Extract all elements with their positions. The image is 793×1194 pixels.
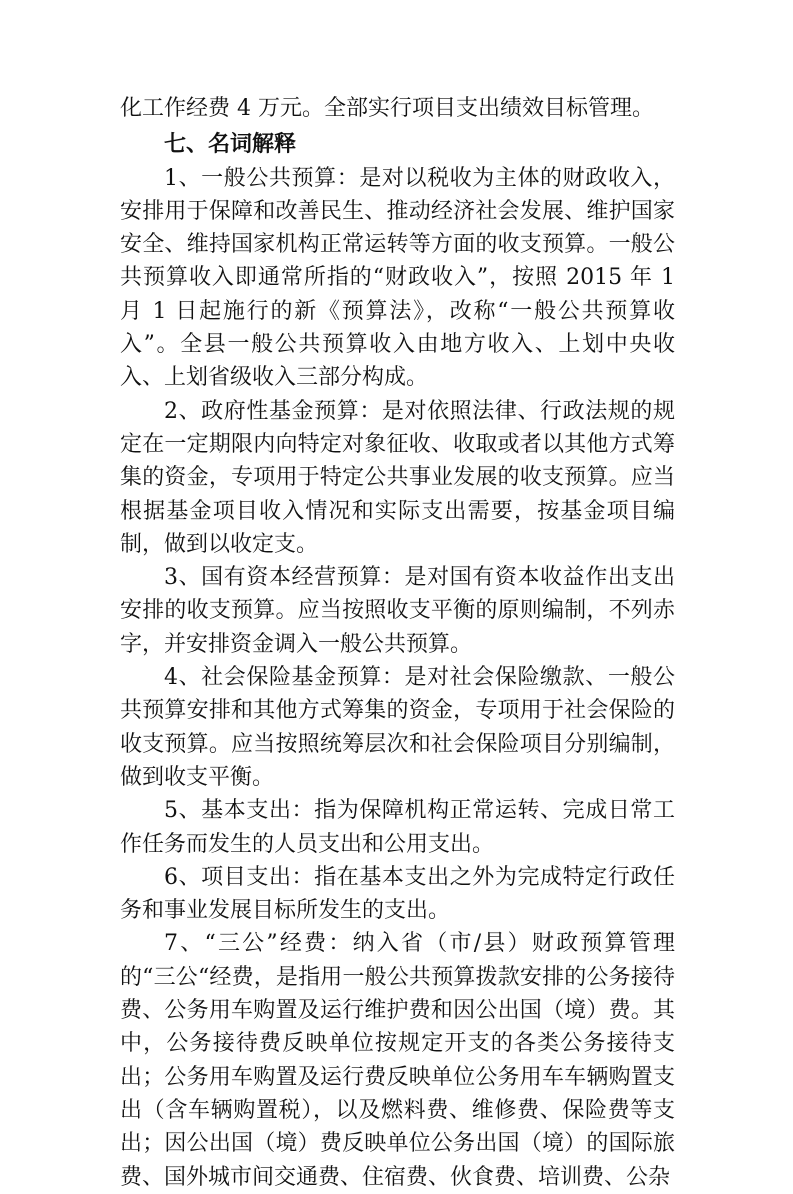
- section-heading: 七、名词解释: [164, 131, 297, 158]
- paragraph-government-fund-budget: 2、政府性基金预算：是对依照法律、行政法规的规定在一定期限内向特定对象征收、收取或者以其他方式筹集的资金，专项用于特定公共事业发展的收支预算。应当根据基金项目收入情况和实际支出需要，按基金项目编制，做到以收定支。: [120, 398, 675, 557]
- paragraph-social-insurance-budget: 4、社会保险基金预算：是对社会保险缴款、一般公共预算安排和其他方式筹集的资金，专项用于社会保险的收支预算。应当按照统筹层次和社会保险项目分别编制，做到收支平衡。: [120, 665, 675, 790]
- paragraph-state-capital-budget: 3、国有资本经营预算：是对国有资本收益作出支出安排的收支预算。应当按照收支平衡的原则编制，不列赤字，并安排资金调入一般公共预算。: [120, 565, 675, 657]
- paragraph-basic-expenditure: 5、基本支出：指为保障机构正常运转、完成日常工作任务而发生的人员支出和公用支出。: [120, 798, 675, 857]
- paragraph-general-public-budget: 1、一般公共预算：是对以税收为主体的财政收入，安排用于保障和改善民生、推动经济社会发展、维护国家安全、维持国家机构正常运转等方面的收支预算。一般公共预算收入即通常所指的“财政收入”，按照 2015 年 1 月 1 日起施行的新《预算法》，改称“一般公共预算收入”。全县一般公共预算收入由地方收入、上划中央收入、上划省级收入三部分构成。: [120, 165, 675, 391]
- continuation-text: 化工作经费 4 万元。全部实行项目支出绩效目标管理。: [120, 96, 654, 121]
- paragraph-project-expenditure: 6、项目支出：指在基本支出之外为完成特定行政任务和事业发展目标所发生的支出。: [120, 864, 675, 924]
- paragraph-three-public-expenses: 7、“三公”经费：纳入省（市/县）财政预算管理的“三公“经费，是指用一般公共预算拨款安排的公务接待费、公务用车购置及运行维护费和因公出国（境）费。其中，公务接待费反映单位按规定开支的各类公务接待支出；公务用车购置及运行费反映单位公务用车车辆购置支出（含车辆购置税），以及燃料费、维修费、保险费等支出；因公出国（境）费反映单位公务出国（境）的国际旅费、国外城市间交通费、住宿费、伙食费、培训费、公杂: [120, 931, 675, 1190]
